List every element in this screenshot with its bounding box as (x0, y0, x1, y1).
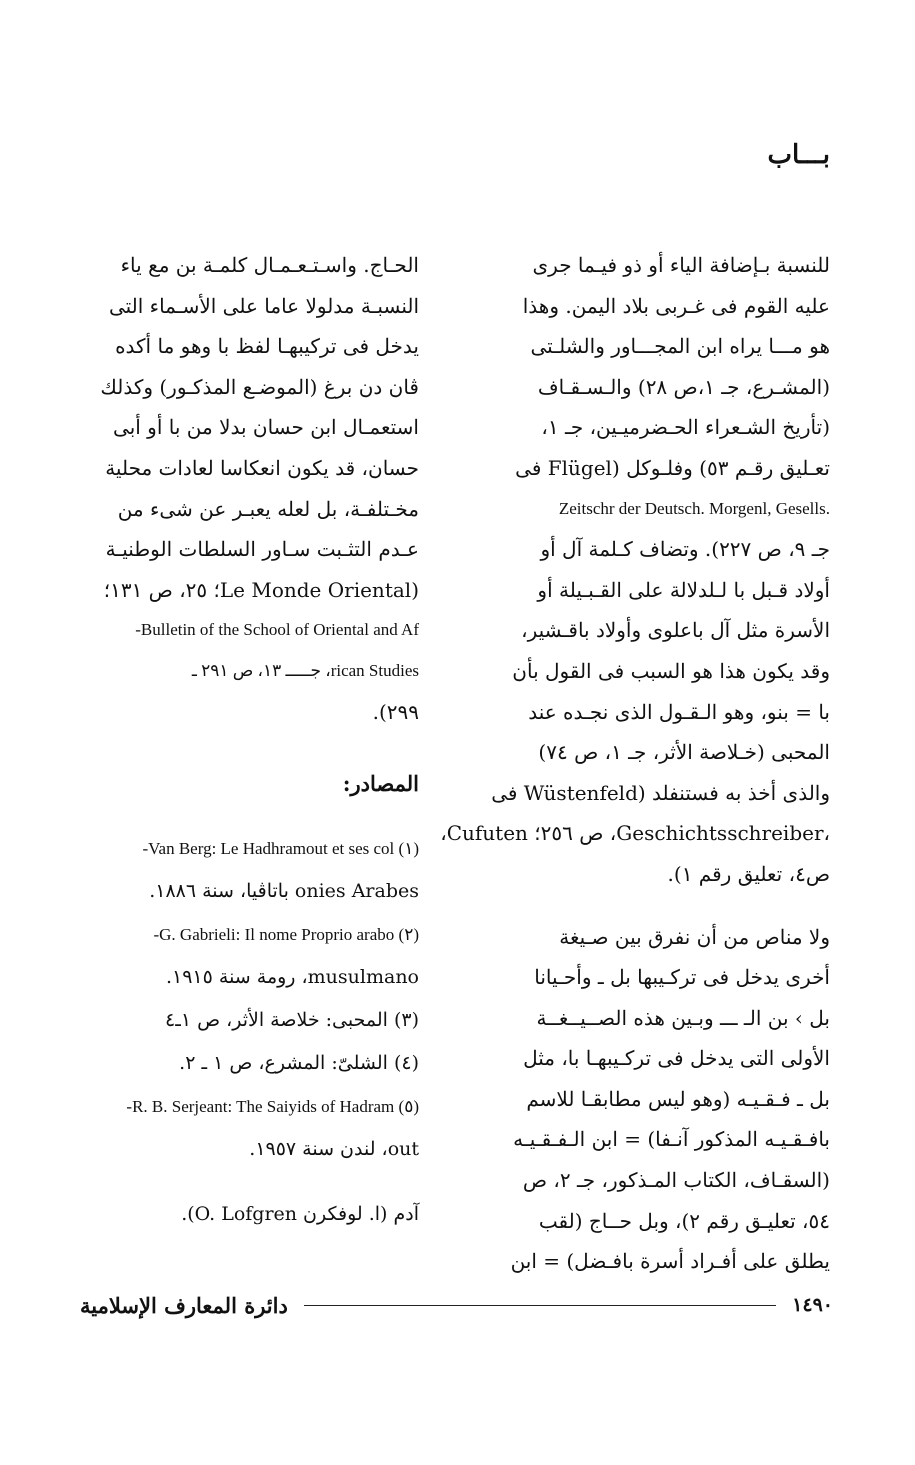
text-line: عليه القوم فى غـربى بلاد اليمن. وهذا (522, 293, 830, 318)
text-line: بل › بن الـ ـــ وبـين هذه الصــيــغــة (536, 1005, 830, 1030)
sources-list (63, 827, 419, 1236)
page-number: ١٤٩٠ (792, 1294, 833, 1316)
source-entry: musulmano، رومة سنة ١٩١٥. (165, 965, 419, 988)
text-line: هو مـــا يراه ابن المجـــاور والشلـتى (530, 334, 830, 359)
text-line: .Zeitschr der Deutsch. Morgenl, Gesells (558, 498, 830, 518)
text-line: با = بنو، وهو الـقـول الذى نجـده عند (528, 699, 830, 724)
page-footer (80, 1290, 833, 1320)
text-line: مخـتلفـة، بل لعله يعبـر عن شىء من (117, 496, 419, 521)
source-entry: (٥) R. B. Serjeant: The Saiyids of Hadram- (126, 1096, 419, 1116)
source-entry: (١) Van Berg: Le Hadhramout et ses col- (142, 838, 419, 858)
section-gap (63, 805, 419, 827)
text-line: جـ ٩، ص ٢٢٧). وتضاف كـلمة آل أو (540, 537, 830, 562)
text-line: Bulletin of the School of Oriental and Af- (135, 620, 419, 640)
text-line: بافـقـيـه المذكور آنـفا) = ابن الـفـقـيـه (513, 1127, 830, 1152)
text-line: ص٤، تعليق رقم ١). (667, 861, 830, 886)
text-line: (Le Monde Oriental؛ ٢٥، ص ١٣١؛ (103, 577, 419, 602)
text-line: المحبى (خـلاصة الأثر، جـ ١، ص ٧٤) (538, 740, 830, 765)
text-line: أولاد قـبل با لـلدلالة على القـبـيلة أو (537, 577, 830, 602)
text-line: بل ـ فـقـيـه (وهو ليس مطابقـا للاسم (526, 1086, 830, 1111)
text-line: استعمـال ابن حسان بدلا من با أو أبى (113, 415, 419, 440)
text-line: rican Studies، جـــــ ١٣، ص ٢٩١ ـ (191, 660, 419, 680)
text-line: أخرى يدخل فى تركـيبها بل ـ وأحـيانا (534, 965, 830, 990)
left-column (63, 245, 419, 1236)
text-line: الحـاج. واسـتـعـمـال كلمـة بن مع ياء (120, 253, 419, 277)
text-line: عـدم التثـبت سـاور السلطات الوطنيـة (105, 537, 419, 562)
text-line: (تأريخ الشـعراء الحـضرميـين، جـ ١، (541, 415, 830, 440)
text-line: والذى أخذ به فستنفلد (Wüstenfeld فى (491, 780, 830, 805)
text-line: ،Geschichtsschreiber، ص ٢٥٦؛ Cufuten، (440, 821, 830, 846)
left-column-body (63, 245, 419, 732)
sources-heading: المصادر: (342, 771, 419, 797)
text-line: ٢٩٩). (372, 699, 419, 724)
paragraph-gap (473, 895, 830, 917)
section-gap (63, 732, 419, 764)
text-line: (المشـرع، جـ ١،ص ٢٨) والـسـقـاف (537, 374, 830, 399)
footer-rule (304, 1305, 776, 1306)
text-line: الأسرة مثل آل باعلوى وأولاد باقـشير، (521, 618, 830, 643)
journal-title: دائرة المعارف الإسلامية (80, 1292, 288, 1318)
source-entry: (٤) الشلىّ: المشرع، ص ١ ـ ٢. (179, 1051, 419, 1074)
running-head: بـــاب (767, 140, 830, 170)
text-line: ولا مناص من أن نفرق بين صـيغة (559, 924, 830, 949)
source-entry: out، لندن سنة ١٩٥٧. (249, 1137, 419, 1160)
text-line: ڤان دن برغ (الموضـع المذكـور) وكذلك (100, 374, 419, 399)
signature-gap (63, 1171, 419, 1193)
right-column (440, 245, 830, 1282)
author-signature: آدم (ا. لوفكرن O. Lofgren). (181, 1202, 419, 1225)
text-line: للنسبة بـإضافة الياء أو ذو فيـما جرى (532, 253, 830, 277)
text-line: يدخل فى تركيبهـا لفظ با وهو ما أكده (115, 334, 419, 359)
text-line: وقد يكون هذا هو السبب فى القول بأن (512, 658, 830, 683)
text-line: حسان، قد يكون انعكاسا لعادات محلية (105, 455, 419, 480)
source-entry: onies Arabes باتاڤيا، سنة ١٨٨٦. (149, 879, 419, 902)
text-line: النسبـة مدلولا عاما على الأسـماء التى (108, 293, 419, 318)
text-line: (السقـاف، الكتاب المـذكور، جـ ٢، ص (522, 1168, 830, 1193)
source-entry: (٣) المحبى: خلاصة الأثر، ص ١ـ٤ (165, 1008, 419, 1031)
text-line: ٥٤، تعليـق رقم ٢)، وبل حــاج (لقب (538, 1208, 830, 1233)
source-entry: (٢) G. Gabrieli: Il nome Proprio arabo- (153, 924, 419, 944)
text-line: تعـليق رقـم ٥٣) وفلـوكل (Flügel فى (515, 455, 830, 480)
text-line: يطلق على أفـراد أسرة بافـضل) = ابن (510, 1249, 830, 1274)
text-line: الأولى التى يدخل فى تركـيبهـا با، مثل (523, 1046, 830, 1071)
